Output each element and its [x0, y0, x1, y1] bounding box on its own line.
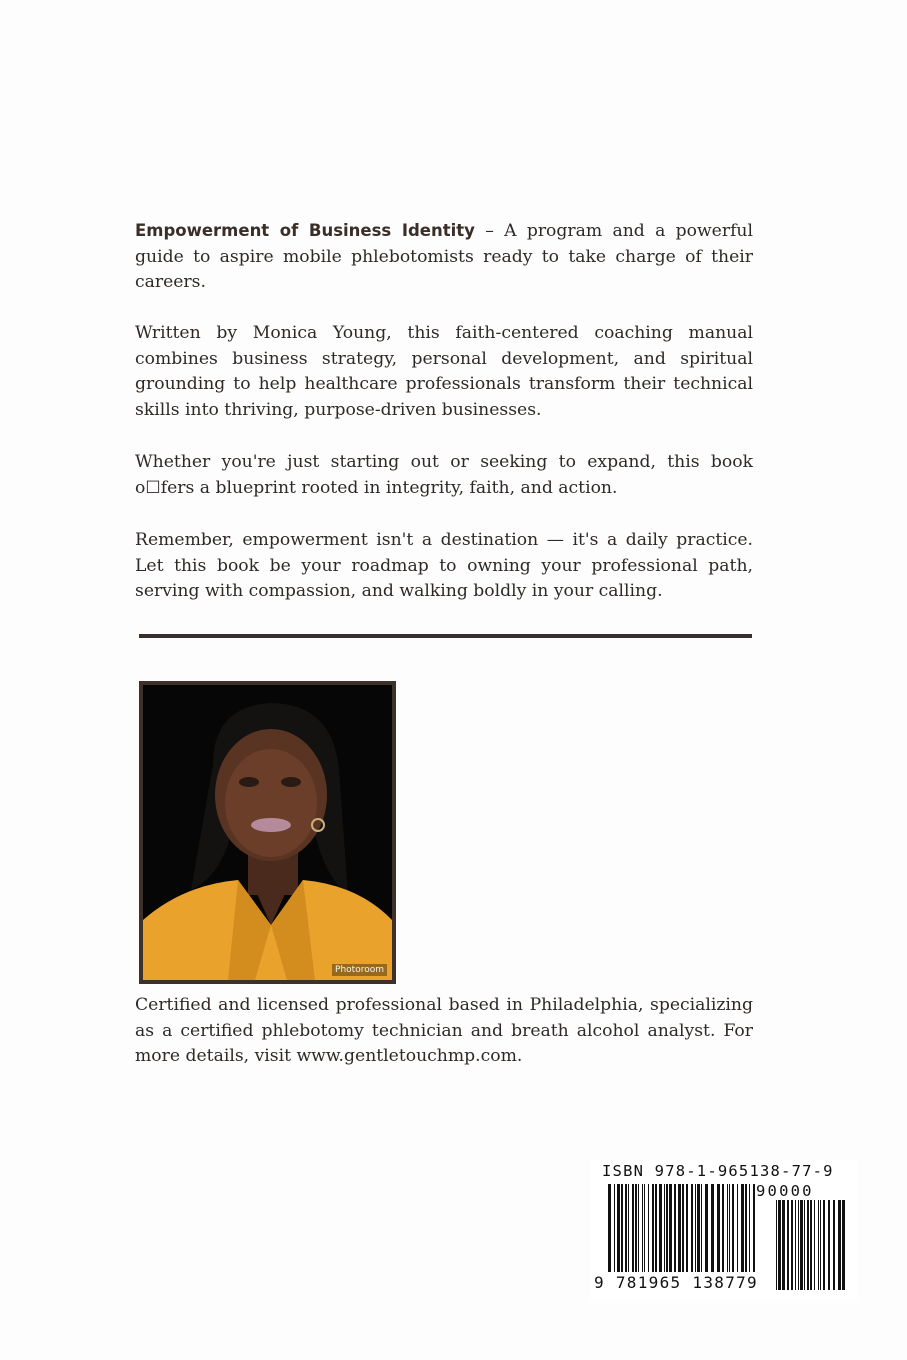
barcode-bar — [625, 1184, 627, 1272]
barcode-bar — [727, 1184, 728, 1272]
author-portrait-illustration — [143, 685, 392, 980]
barcode-bar — [732, 1184, 734, 1272]
barcode-bar — [717, 1184, 720, 1272]
author-photo — [143, 685, 392, 980]
barcode-bar — [810, 1200, 812, 1290]
barcode-bar — [722, 1184, 724, 1272]
barcode-bar — [659, 1184, 662, 1272]
barcode-bar — [753, 1184, 755, 1272]
barcode-bar — [823, 1200, 825, 1290]
barcode-bar — [749, 1184, 750, 1272]
barcode-bar — [778, 1200, 781, 1290]
author-photo-frame — [139, 681, 396, 984]
barcode-bar — [701, 1184, 702, 1272]
barcode-bar — [648, 1184, 649, 1272]
isbn-label: ISBN 978-1-965138-77-9 — [602, 1162, 834, 1180]
book-title: Empowerment of Business Identity — [135, 221, 475, 240]
barcode-bar — [664, 1184, 665, 1272]
barcode-bar — [628, 1184, 629, 1272]
barcode-bar — [741, 1184, 744, 1272]
barcode-addon-bars — [776, 1200, 848, 1290]
barcode-bar — [617, 1184, 620, 1272]
isbn-barcode — [590, 1160, 858, 1300]
barcode-bar — [787, 1200, 789, 1290]
barcode-bar — [642, 1184, 643, 1272]
barcode-bar — [674, 1184, 676, 1272]
description-paragraph-1: Written by Monica Young, this faith-centered coaching manual combines business strategy, personal development, and spiritual grounding to help healthcare professionals transform their technical skills into thriving, purpose-driven businesses. — [135, 323, 753, 420]
barcode-bar — [804, 1200, 805, 1290]
barcode-digits: 9 781965 138779 — [594, 1273, 758, 1292]
barcode-bar — [842, 1200, 845, 1290]
barcode-bar — [833, 1200, 835, 1290]
author-bio: Certified and licensed professional based in Philadelphia, specializing as a certified phlebotomy technician and breath alcohol analyst. For more details, visit www.gentletouchmp.com. — [135, 995, 753, 1067]
barcode-bar — [697, 1184, 700, 1272]
barcode-bar — [838, 1200, 841, 1290]
barcode-bar — [644, 1184, 645, 1272]
description-paragraph-2: Whether you're just starting out or seeking to expand, this book o☐fers a blueprint rooted in integrity, faith, and action. — [135, 452, 753, 498]
barcode-bar — [814, 1200, 815, 1290]
barcode-bar — [791, 1200, 793, 1290]
barcode-bar — [795, 1200, 796, 1290]
barcode-bar — [635, 1184, 637, 1272]
barcode-bar — [669, 1184, 672, 1272]
barcode-bar — [682, 1184, 684, 1272]
description-paragraph-3: Remember, empowerment isn't a destination — it's a daily practice. Let this book be your roadmap to owning your professional path, serving with compassion, and walking boldly in your calling. — [135, 530, 753, 602]
barcode-bar — [705, 1184, 708, 1272]
barcode-bar — [652, 1184, 654, 1272]
barcode-bar — [737, 1184, 738, 1272]
intro-text: – A program and a powerful guide to aspire mobile phlebotomists ready to take charge of their careers. — [135, 221, 754, 293]
barcode-bar — [798, 1200, 799, 1290]
barcode-bar — [686, 1184, 688, 1272]
barcode-bar — [800, 1200, 803, 1290]
barcode-bar — [807, 1200, 809, 1290]
barcode-bar — [691, 1184, 693, 1272]
barcode-bar — [621, 1184, 623, 1272]
barcode-bar — [695, 1184, 696, 1272]
barcode-bar — [745, 1184, 747, 1272]
barcode-bar — [828, 1200, 830, 1290]
barcode-main-bars — [608, 1184, 758, 1272]
barcode-bar — [776, 1200, 777, 1290]
barcode-bar — [782, 1200, 785, 1290]
barcode-bar — [638, 1184, 639, 1272]
barcode-bar — [820, 1200, 821, 1290]
intro-paragraph — [135, 218, 753, 296]
barcode-bar — [666, 1184, 668, 1272]
barcode-bar — [614, 1184, 615, 1272]
barcode-bar — [711, 1184, 714, 1272]
barcode-bar — [655, 1184, 657, 1272]
photoroom-watermark: Photoroom — [332, 964, 387, 976]
barcode-bar — [678, 1184, 681, 1272]
barcode-bar — [632, 1184, 634, 1272]
barcode-bar — [818, 1200, 819, 1290]
barcode-bar — [608, 1184, 611, 1272]
section-divider — [139, 634, 752, 638]
barcode-addon-number: 90000 — [756, 1182, 814, 1200]
barcode-bar — [729, 1184, 730, 1272]
